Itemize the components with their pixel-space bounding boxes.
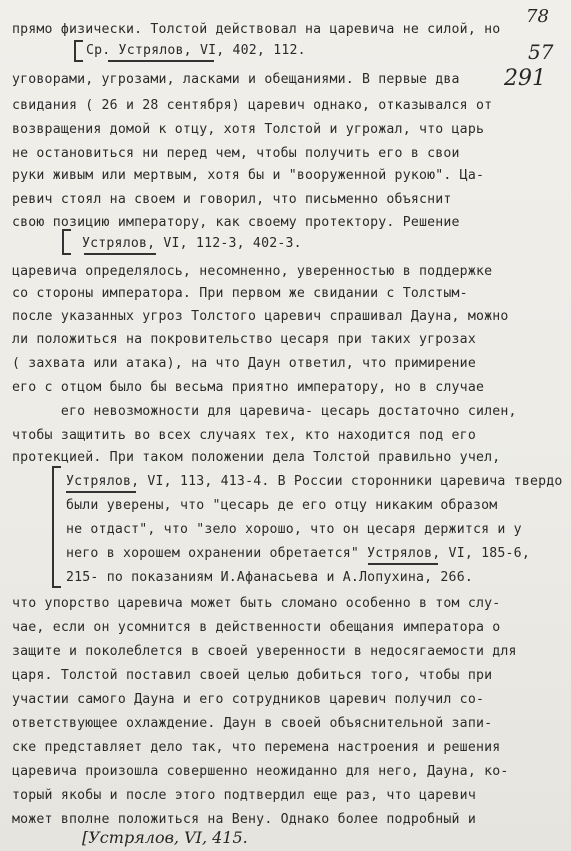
text-line-16: чтобы защитить во всех случаях тех, кто находится под его	[12, 428, 476, 443]
text-line-1: прямо физически. Толстой действовал на царевича не силой, но	[12, 22, 501, 37]
text-line-25: царевича произошла совершенно неожиданно для него, Дауна, ко-	[12, 764, 509, 779]
footnote-line-3: Устрялов, VI, 113, 413-4. В России сторонники царевича твердо	[66, 474, 563, 489]
text-line-9: царевича определялось, несомненно, уверенностью в поддержке	[12, 264, 493, 279]
footnote-line-5: не отдаст", что "зело хорошо, что он цесаря держится и у	[66, 522, 522, 537]
underline-ref-4	[368, 563, 438, 565]
text-line-7: ревич стоял на своем и говорил, что письменно объяснит	[12, 192, 452, 207]
text-line-5: не остановиться ни перед чем, чтобы получить его в свои	[12, 146, 460, 161]
text-line-18: что упорство царевича может быть сломано особенно в том слу-	[12, 596, 501, 611]
footnote-bracket-2	[62, 229, 71, 255]
text-line-10: со стороны императора. При первом же свидании с Толстым-	[12, 286, 468, 301]
underline-ref-2	[84, 253, 156, 255]
text-line-11: после указанных угроз Толстого царевич спрашивал Дауна, можно	[12, 309, 509, 324]
page-number-middle: 57	[528, 40, 554, 64]
text-line-20: защите и поколеблется в своей уверенности в недосягаемости для	[12, 644, 517, 659]
text-line-3: свидания ( 26 и 28 сентября) царевич однако, отказывался от	[12, 98, 493, 113]
text-line-26: торый якобы и после этого подтвердил еще раз, что царевич	[12, 788, 476, 803]
footnote-line-7: 215- по показаниям И.Афанасьева и А.Лопухина, 266.	[66, 570, 473, 585]
text-line-12: ли положиться на покровительство цесаря при таких угрозах	[12, 332, 476, 347]
footnote-line-1: Ср. Устрялов, VI, 402, 112.	[86, 43, 306, 58]
text-line-4: возвращения домой к отцу, хотя Толстой и угрожал, что царь	[12, 122, 485, 137]
text-line-13: ( захвата или атака), на что Даун ответил, что примирение	[12, 356, 476, 371]
text-line-8: свою позицию императору, как своему протектору. Решение	[12, 215, 460, 230]
text-line-22: участии самого Дауна и его сотрудников царевич получил со-	[12, 692, 485, 707]
page-number-top: 78	[526, 6, 549, 27]
footnote-bracket-3	[52, 466, 61, 588]
footnote-bracket-1	[74, 40, 83, 62]
text-line-15: его невозможности для царевича- цесарь достаточно силен,	[12, 404, 517, 419]
text-line-24: ске представляет дело так, что перемена настроения и решения	[12, 740, 501, 755]
text-line-14: его с отцом было бы весьма приятно императору, но в случае	[12, 380, 485, 395]
text-line-2: уговорами, угрозами, ласками и обещаниями. В первые два	[12, 72, 460, 87]
footnote-line-6: него в хорошем охранении обретается" Устрялов, VI, 185-6,	[66, 546, 530, 561]
footnote-line-4: были уверены, что "цесарь де его отцу никаким образом	[66, 498, 498, 513]
handwritten-footnote: [Устрялов, VI, 415.	[82, 828, 248, 847]
page-number-lower: 291	[504, 66, 546, 91]
text-line-6: руки живым или мертвым, хотя бы и "вооруженной рукою". Ца-	[12, 168, 485, 183]
underline-ref-3	[66, 491, 136, 493]
text-line-21: царя. Толстой поставил своей целью добиться того, чтобы при	[12, 668, 493, 683]
underline-ref-1	[108, 60, 214, 62]
text-line-27: может вполне положиться на Вену. Однако более подробный и	[12, 812, 476, 827]
text-line-19: чае, если он усомнится в действенности обещания императора о	[12, 620, 501, 635]
text-line-17: протекцией. При таком положении дела Толстой правильно учел,	[12, 450, 501, 465]
text-line-23: ответствующее охлаждение. Даун в своей объяснительной запи-	[12, 716, 493, 731]
footnote-line-2: Устрялов, VI, 112-3, 402-3.	[82, 236, 302, 251]
